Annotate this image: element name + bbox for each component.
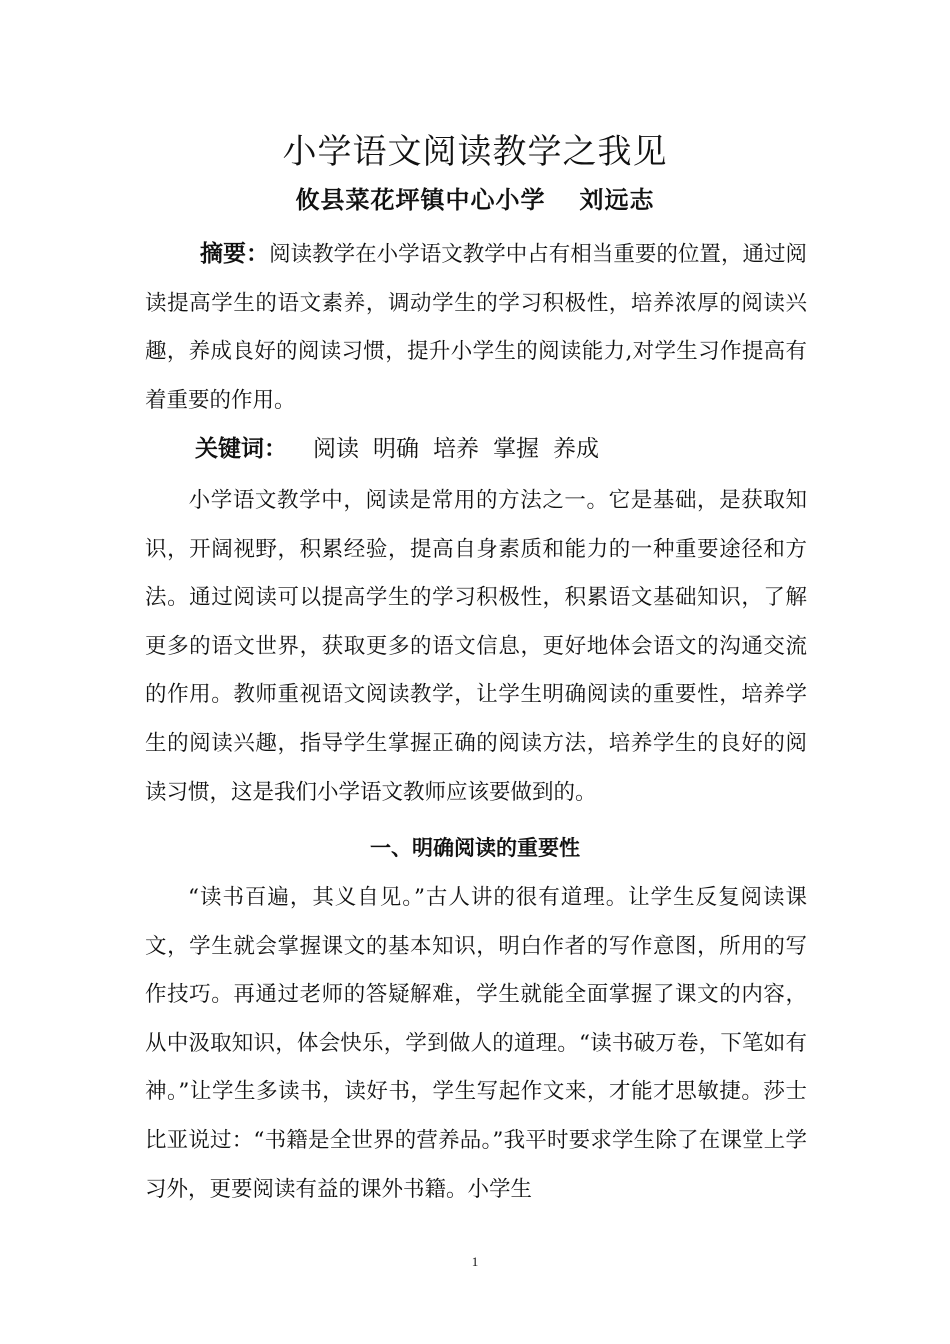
section-paragraph (145, 874, 807, 1214)
abstract-paragraph (145, 230, 807, 425)
author-name: 刘远志 (579, 186, 655, 214)
keyword-item: 培养 (433, 436, 479, 462)
author-line (0, 182, 950, 218)
abstract-text: 阅读教学在小学语文教学中占有相当重要的位置，通过阅读提高学生的语文素养，调动学生的学习积极性，培养浓厚的阅读兴趣，养成良好的阅读习惯，提升小学生的阅读能力,对学生习作提高有着重要的作用。 (145, 242, 807, 413)
page-number: 1 (471, 1254, 479, 1269)
section-text: “读书百遍，其义自见。”古人讲的很有道理。让学生反复阅读课文，学生就会掌握课文的基本知识，明白作者的写作意图，所用的写作技巧。再通过老师的答疑解难，学生就能全面掌握了课文的内容，从中汲取知识，体会快乐，学到做人的道理。“读书破万卷，下笔如有神。”让学生多读书，读好书，学生写起作文来，才能才思敏捷。莎士比亚说过：“书籍是全世界的营养品。”我平时要求学生除了在课堂上学习外，更要阅读有益的课外书籍。小学生 (145, 885, 807, 1202)
keyword-item: 养成 (553, 436, 599, 462)
keyword-item: 明确 (373, 436, 419, 462)
intro-paragraph (145, 477, 807, 817)
keyword-item: 掌握 (493, 436, 539, 462)
document-title: 小学语文阅读教学之我见 (282, 132, 668, 172)
abstract-label: 摘要： (200, 241, 270, 267)
author-school: 攸县菜花坪镇中心小学 (295, 186, 546, 214)
keyword-item: 阅读 (313, 436, 359, 462)
section-heading: 一、明确阅读的重要性 (370, 836, 580, 860)
keywords-label: 关键词： (195, 436, 287, 462)
keywords-line (195, 425, 613, 473)
intro-text: 小学语文教学中，阅读是常用的方法之一。它是基础，是获取知识，开阔视野，积累经验，提高自身素质和能力的一种重要途径和方法。通过阅读可以提高学生的学习积极性，积累语文基础知识，了解更多的语文世界，获取更多的语文信息，更好地体会语文的沟通交流的作用。教师重视语文阅读教学，让学生明确阅读的重要性，培养学生的阅读兴趣，指导学生掌握正确的阅读方法，培养学生的良好的阅读习惯，这是我们小学语文教师应该要做到的。 (145, 488, 807, 805)
